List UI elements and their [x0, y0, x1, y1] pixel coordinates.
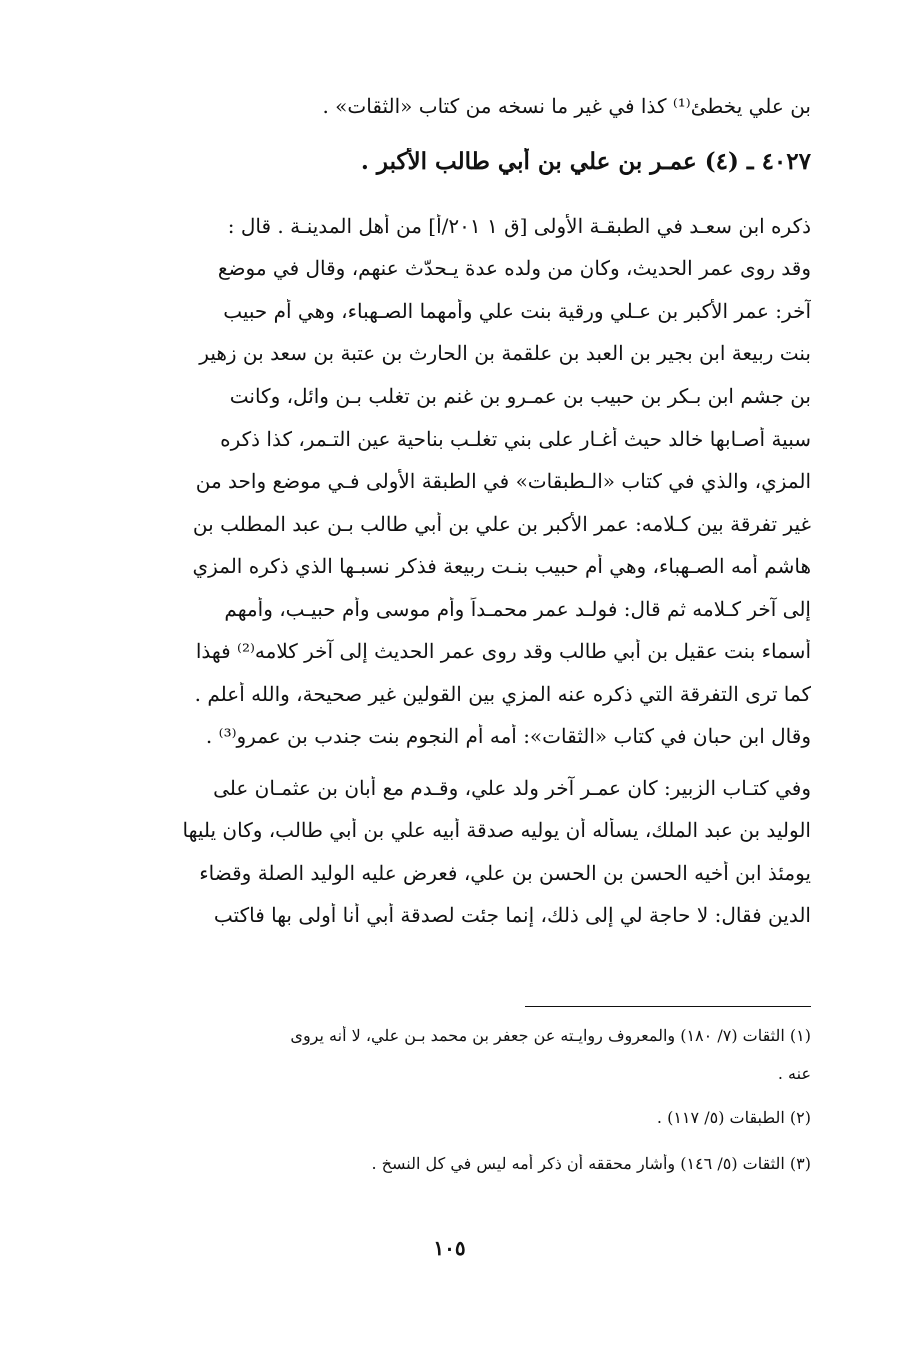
entry-heading: ٤٠٢٧ ـ (٤) عمـر بن علي بن أبي طالب الأكبر .: [360, 148, 811, 175]
text-line: يومئذ ابن أخيه الحسن بن الحسن بن علي، فعرض عليه الوليد الصلة وقضاء: [199, 861, 811, 885]
text-line: هاشم أمه الصـهباء، وهي أم حبيب بنـت ربيعة فذكر نسبـها الذي ذكره المزي: [192, 554, 811, 578]
text-line: إلى آخر كـلامه ثم قال: فولـد عمر محمـداً وأم موسى وأم حبيـب، وأمهم: [224, 597, 811, 621]
text-line: آخر: عمر الأكبر بن عـلي ورقية بنت علي وأمهما الصـهباء، وهي أم حبيب: [223, 299, 811, 323]
text-line: وفي كتـاب الزبير: كان عمـر آخر ولد علي، وقـدم مع أبان بن عثمـان على: [213, 776, 811, 800]
footnote-line: (١) الثقات (٧/ ١٨٠) والمعروف روايـته عن جعفر بن محمد بـن علي، لا أنه يروى: [290, 1026, 811, 1045]
text-line: وقد روى عمر الحديث، وكان من ولده عدة يـحدّث عنهم، وقال في موضع: [217, 256, 811, 280]
text-line: بن علي يخطئ⁽¹⁾ كذا في غير ما نسخه من كتاب «الثقات» .: [322, 94, 811, 118]
footnote-divider: [525, 1006, 811, 1007]
footnote-line: (٢) الطبقات (٥/ ١١٧) .: [656, 1108, 811, 1127]
text-line: كما ترى التفرقة التي ذكره عنه المزي بين القولين غير صحيحة، والله أعلم .: [194, 682, 811, 706]
text-line: الدين فقال: لا حاجة لي إلى ذلك، إنما جئت لصدقة أبي أنا أولى بها فاكتب: [213, 903, 811, 927]
text-line: بنت ربيعة ابن بجير بن العبد بن علقمة بن الحارث بن عتبة بن سعد بن زهير: [199, 341, 811, 365]
text-line: سبية أصـابها خالد حيث أغـار على بني تغلـب بناحية عين التـمر، كذا ذكره: [220, 427, 811, 451]
text-line: ذكره ابن سعـد في الطبقـة الأولى [ق ١ ٢٠١/أ] من أهل المدينـة . قال :: [227, 214, 811, 238]
text-line: بن جشم ابن بـكر بن حبيب بن عمـرو بن غنم بن تغلب بـن وائل، وكانت: [229, 384, 811, 408]
page-number: ١٠٥: [433, 1236, 466, 1260]
text-line: المزي، والذي في كتاب «الـطبقات» في الطبقة الأولى فـي موضع واحد من: [195, 469, 811, 493]
text-line: غير تفرقة بين كـلامه: عمر الأكبر بن علي بن أبي طالب بـن عبد المطلب بن: [192, 512, 811, 536]
text-line: أسماء بنت عقيل بن أبي طالب وقد روى عمر الحديث إلى آخر كلامه⁽²⁾ فهذا: [195, 639, 811, 663]
footnote-line: عنه .: [777, 1064, 811, 1083]
text-line: وقال ابن حبان في كتاب «الثقات»: أمه أم النجوم بنت جندب بن عمرو⁽³⁾ .: [205, 724, 811, 748]
text-line: الوليد بن عبد الملك، يسأله أن يوليه صدقة أبيه علي بن أبي طالب، وكان يليها: [182, 818, 811, 842]
footnote-line: (٣) الثقات (٥/ ١٤٦) وأشار محققه أن ذكر أمه ليس في كل النسخ .: [371, 1154, 811, 1173]
